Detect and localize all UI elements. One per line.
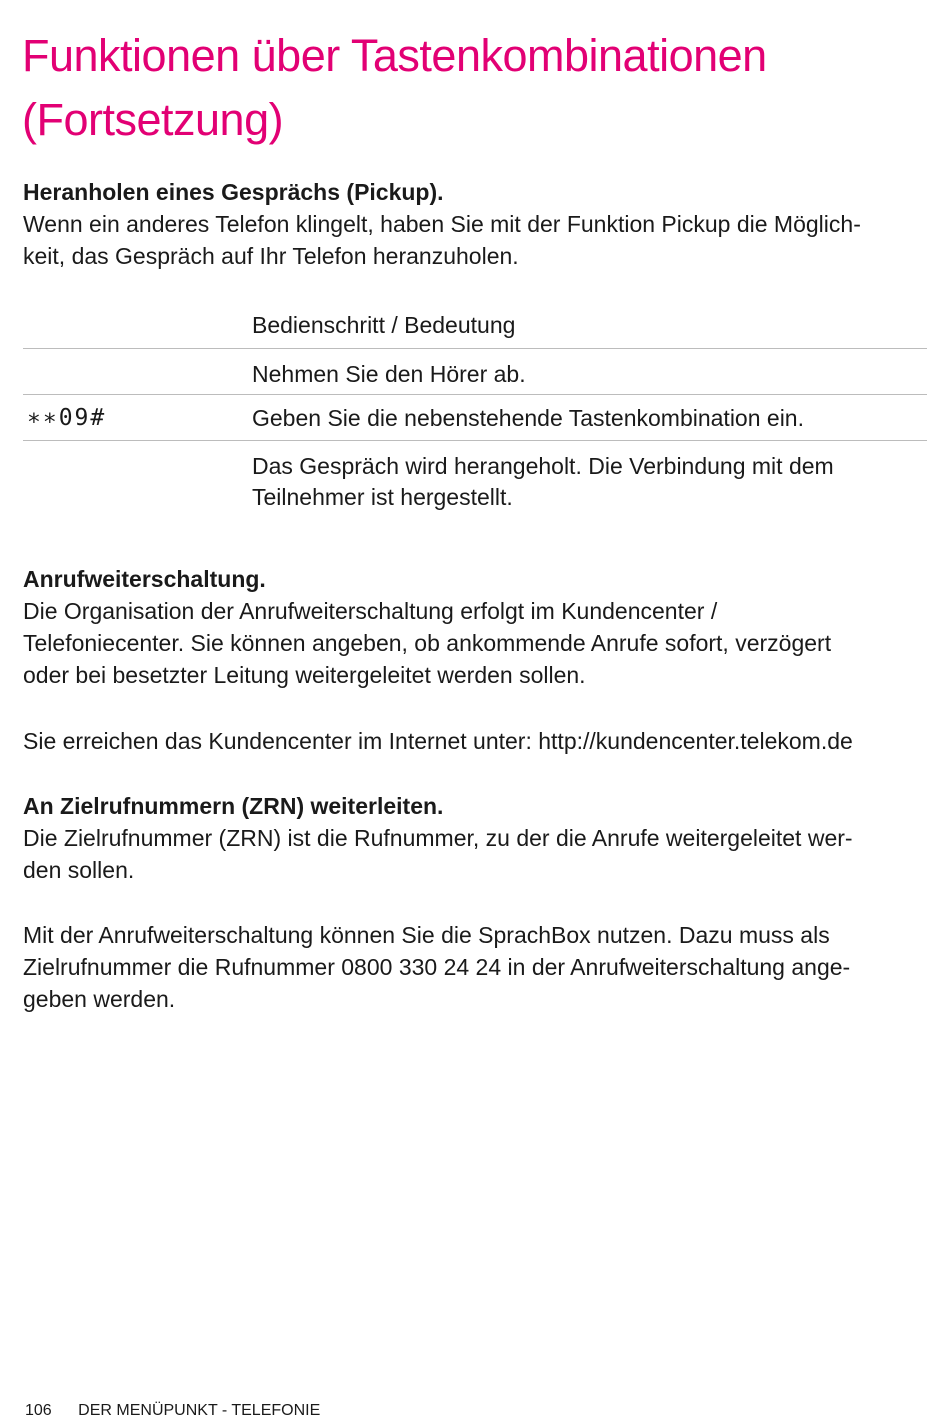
table-row: [23, 349, 927, 395]
zrn-heading: An Zielrufnummern (ZRN) weiterleiten.: [23, 793, 444, 819]
steps-table-header: [23, 307, 927, 349]
zrn-paragraph-line: Die Zielrufnummer (ZRN) ist die Rufnummer, zu der die Anrufe weitergeleitet wer-: [23, 825, 853, 851]
pickup-steps-table: [23, 307, 927, 521]
step-description: [252, 403, 922, 434]
step-key-code: ∗∗09#: [27, 405, 107, 431]
steps-header-label: Bedienschritt / Bedeutung: [252, 312, 516, 338]
zrn-paragraph: [23, 822, 928, 886]
step-description-line: Teilnehmer ist hergestellt.: [252, 484, 513, 510]
forwarding-paragraph-line: Telefoniecenter. Sie können angeben, ob ankommende Anrufe sofort, verzögert: [23, 630, 832, 656]
page-title: [22, 24, 932, 152]
forwarding-paragraph-line: Die Organisation der Anrufweiterschaltung erfolgt im Kundencenter /: [23, 598, 718, 624]
step-description-line: Das Gespräch wird herangeholt. Die Verbindung mit dem: [252, 453, 834, 479]
sprachbox-paragraph: [23, 919, 928, 1015]
page-title-line: Funktionen über Tastenkombinationen: [22, 30, 767, 81]
pickup-intro-line: keit, das Gespräch auf Ihr Telefon heranzuholen.: [23, 243, 519, 269]
step-description-line: Nehmen Sie den Hörer ab.: [252, 361, 526, 387]
step-description: [252, 451, 922, 513]
footer-section-title: DER MENÜPUNKT - TELEFONIE: [78, 1402, 321, 1419]
forwarding-heading: Anrufweiterschaltung.: [23, 566, 266, 592]
table-row: [23, 441, 927, 521]
page-title-line: (Fortsetzung): [22, 94, 284, 145]
page-footer: [25, 1400, 320, 1422]
kundencenter-paragraph: [23, 725, 928, 757]
sprachbox-paragraph-line: Mit der Anrufweiterschaltung können Sie die SprachBox nutzen. Dazu muss als: [23, 922, 830, 948]
sprachbox-paragraph-line: geben werden.: [23, 986, 176, 1012]
step-description: [252, 359, 922, 390]
pickup-intro-line: Wenn ein anderes Telefon klingelt, haben Sie mit der Funktion Pickup die Möglich-: [23, 211, 861, 237]
forwarding-paragraph: [23, 595, 928, 691]
page-number: 106: [25, 1402, 52, 1419]
pickup-intro: [23, 208, 928, 272]
step-description-line: Geben Sie die nebenstehende Tastenkombination ein.: [252, 405, 804, 431]
forwarding-paragraph-line: oder bei besetzter Leitung weitergeleitet werden sollen.: [23, 662, 586, 688]
kundencenter-paragraph-line: Sie erreichen das Kundencenter im Internet unter: http://kundencenter.telekom.de: [23, 728, 853, 754]
zrn-paragraph-line: den sollen.: [23, 857, 135, 883]
table-row: [23, 395, 927, 441]
pickup-heading: Heranholen eines Gesprächs (Pickup).: [23, 179, 444, 205]
sprachbox-paragraph-line: Zielrufnummer die Rufnummer 0800 330 24 24 in der Anrufweiterschaltung ange-: [23, 954, 851, 980]
